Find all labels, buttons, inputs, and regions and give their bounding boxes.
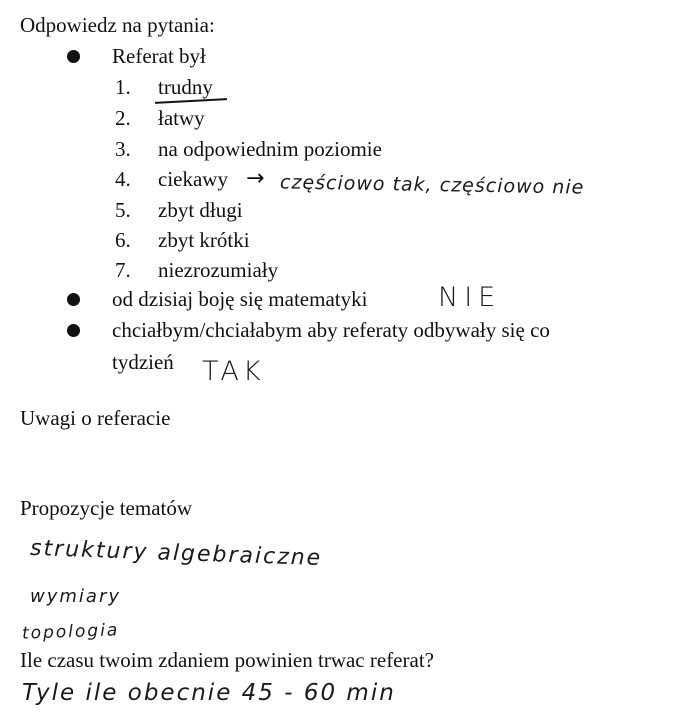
q2-label: od dzisiaj boję się matematyki	[112, 287, 368, 311]
option-text: na odpowiednim poziomie	[158, 137, 382, 161]
option-number: 4.	[115, 167, 131, 191]
q3-label-continued: tydzień	[112, 350, 174, 374]
duration-question: Ile czasu twoim zdaniem powinien trwac referat?	[20, 648, 434, 672]
duration-answer: Tyle ile obecnie 45 - 60 min	[22, 680, 396, 706]
bullet-icon	[67, 50, 80, 63]
option-text: łatwy	[158, 106, 205, 130]
q3-label: chciałbym/chciałabym aby referaty odbywały się co	[112, 318, 550, 342]
topics-label: Propozycje tematów	[20, 496, 193, 520]
option-text: zbyt długi	[158, 198, 243, 222]
option-text: ciekawy	[158, 167, 228, 191]
option-text: zbyt krótki	[158, 228, 250, 252]
page-title: Odpowiedz na pytania:	[20, 13, 215, 37]
topic-item: topologia	[21, 620, 120, 644]
bullet-icon	[67, 324, 80, 337]
option-number: 3.	[115, 137, 131, 161]
option-number: 6.	[115, 228, 131, 252]
q1-label: Referat był	[112, 44, 206, 68]
handwritten-note: częściowo tak, częściowo nie	[279, 171, 585, 199]
option-number: 2.	[115, 106, 131, 130]
option-number: 1.	[115, 75, 131, 99]
bullet-icon	[67, 293, 80, 306]
remarks-label: Uwagi o referacie	[20, 406, 171, 430]
option-text: niezrozumiały	[158, 258, 279, 282]
topic-item: struktury algebraiczne	[29, 535, 323, 572]
option-number: 5.	[115, 198, 131, 222]
topic-item: wymiary	[30, 586, 121, 607]
option-text: trudny	[158, 75, 213, 99]
arrow-right-icon: →	[246, 166, 265, 191]
q3-answer: TAK	[202, 356, 265, 387]
option-number: 7.	[115, 258, 131, 282]
q2-answer: NIE	[438, 282, 502, 313]
